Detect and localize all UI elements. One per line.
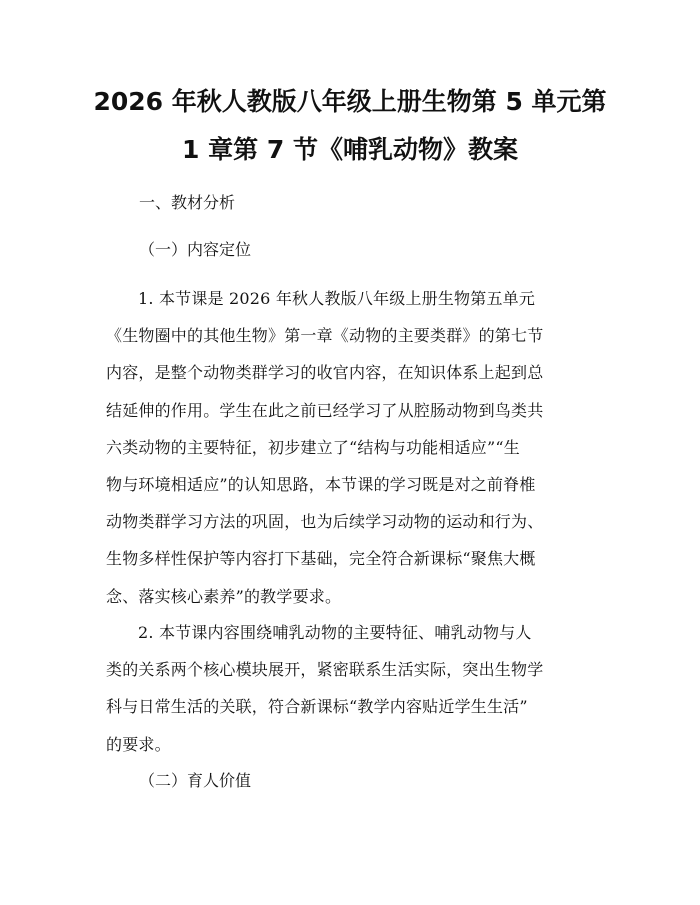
paragraph-line: 六类动物的主要特征，初步建立了“结构与功能相适应”“生 — [106, 437, 520, 457]
paragraph-line: 物与环境相适应”的认知思路，本节课的学习既是对之前脊椎 — [106, 474, 536, 494]
paragraph-line: 类的关系两个核心模块展开，紧密联系生活实际，突出生物学 — [106, 660, 544, 680]
paragraph-1 — [106, 289, 594, 624]
paragraph-line: 2. 本节课内容围绕哺乳动物的主要特征、哺乳动物与人 — [138, 623, 532, 642]
paragraph-line: 内容，是整个动物类群学习的收官内容，在知识体系上起到总 — [106, 363, 544, 383]
subsection-heading-content-positioning: （一）内容定位 — [139, 240, 252, 259]
paragraph-line: 生物多样性保护等内容打下基础，完全符合新课标“聚焦大概 — [106, 549, 536, 569]
paragraph-line: 的要求。 — [106, 734, 171, 754]
document-title-line-1: 2026 年秋人教版八年级上册生物第 5 单元第 — [93, 87, 607, 116]
paragraph-line: 结延伸的作用。学生在此之前已经学习了从腔肠动物到鸟类共 — [106, 400, 544, 420]
paragraph-line: 《生物圈中的其他生物》第一章《动物的主要类群》的第七节 — [106, 326, 544, 346]
section-heading-textbook-analysis: 一、教材分析 — [139, 193, 236, 212]
document-title-line-2: 1 章第 7 节《哺乳动物》教案 — [182, 135, 518, 164]
paragraph-line: 科与日常生活的关联，符合新课标“教学内容贴近学生生活” — [106, 697, 528, 717]
paragraph-line: 动物类群学习方法的巩固，也为后续学习动物的运动和行为、 — [106, 512, 544, 532]
subsection-heading-educational-value: （二）育人价值 — [139, 771, 252, 790]
paragraph-2 — [106, 623, 594, 772]
paragraph-line: 1. 本节课是 2026 年秋人教版八年级上册生物第五单元 — [138, 289, 536, 308]
paragraph-line: 念、落实核心素养”的教学要求。 — [106, 586, 342, 606]
